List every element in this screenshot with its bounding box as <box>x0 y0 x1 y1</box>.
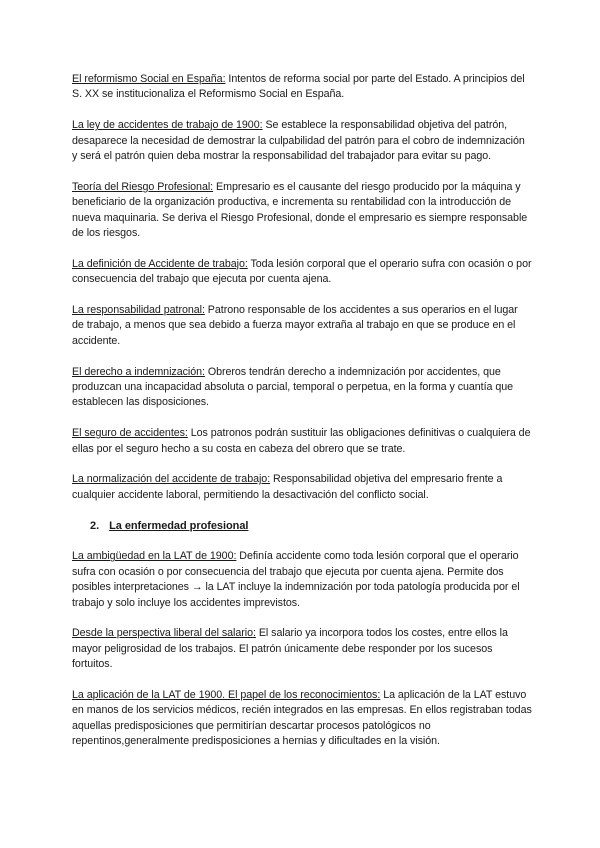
paragraph-text: Patrono responsable de los accidentes a sus operarios en el lugar de trabajo, a menos que sea debido a fuerza mayor extraña al trabajo en que se produce en el accidente. <box>72 304 518 347</box>
paragraph-ambiguedad-lat <box>72 549 532 611</box>
paragraph-term: La normalización del accidente de trabajo: <box>72 473 271 486</box>
paragraph-riesgo-profesional <box>72 180 532 242</box>
paragraph-perspectiva-liberal <box>72 626 532 672</box>
paragraph-term: Teoría del Riesgo Profesional: <box>72 180 214 193</box>
paragraph-term: La aplicación de la LAT de 1900. El papel de los reconocimientos: <box>72 689 381 702</box>
paragraph-text: Empresario es el causante del riesgo producido por la máquina y beneficiario de la organización productiva, e incrementa su rentabilidad con la introducción de nueva maquinaria. Se deriva el Riesgo Profesional, donde el empresario es siempre responsable de los riesgos. <box>72 180 528 240</box>
section-title: La enfermedad profesional <box>109 519 249 532</box>
paragraph-definicion-accidente <box>72 257 532 288</box>
paragraph-text: Toda lesión corporal que el operario sufra con ocasión o por consecuencia del trabajo que ejecuta por cuenta ajena. <box>72 257 532 286</box>
paragraph-term: La definición de Accidente de trabajo: <box>72 257 248 270</box>
paragraph-reformismo-social <box>72 72 532 103</box>
paragraph-text: Obreros tendrán derecho a indemnización por accidentes, que produzcan una incapacidad absoluta o parcial, temporal o perpetua, en la forma y cuantía que establecen las disposiciones. <box>72 365 514 409</box>
paragraph-text: Intentos de reforma social por parte del Estado. A principios del S. XX se institucionaliza el Reformismo Social en España. <box>72 73 525 101</box>
paragraph-text: Los patronos podrán sustituir las obligaciones definitivas o cualquiera de ellas por el seguro hecho a su costa en cabeza del obrero que se trate. <box>72 427 531 455</box>
paragraph-text: Responsabilidad objetiva del empresario frente a cualquier accidente laboral, permitiendo la desactivación del conflicto social. <box>72 473 503 501</box>
paragraph-seguro-accidentes <box>72 426 532 457</box>
paragraph-term: El seguro de accidentes: <box>72 427 188 440</box>
paragraph-term: La responsabilidad patronal: <box>72 304 205 317</box>
paragraph-normalizacion-accidente <box>72 472 532 503</box>
paragraph-text: El salario ya incorpora todos los costes, entre ellos la mayor peligrosidad de los trabajos. El patrón únicamente debe responder por los sucesos fortuitos. <box>72 627 508 671</box>
section-number: 2. <box>90 519 100 532</box>
paragraph-derecho-indemnizacion <box>72 365 532 411</box>
paragraph-term: Desde la perspectiva liberal del salario: <box>72 627 256 640</box>
paragraph-aplicacion-lat <box>72 688 532 750</box>
document-page <box>72 72 532 765</box>
paragraph-responsabilidad-patronal <box>72 303 532 349</box>
paragraph-text: Definía accidente como toda lesión corporal que el operario sufra con ocasión o por consecuencia del trabajo que ejecuta por cuenta ajena. Permite dos posibles interpretaciones → la LAT incluye la indemnización por toda patología producida por el trabajo y solo incluye los accidentes imprevistos. <box>72 550 520 609</box>
paragraph-term: La ley de accidentes de trabajo de 1900: <box>72 119 263 132</box>
paragraph-ley-accidentes-1900 <box>72 118 532 164</box>
paragraph-text: La aplicación de la LAT estuvo en manos de los servicios médicos, recién integrados en las empresas. En ellos registraban todas aquellas predisposiciones que permitirían descartar procesos patológicos no repentinos,generalmente predisposiciones a hernias y dificultades en la visión. <box>72 689 532 748</box>
section-heading <box>72 519 532 534</box>
paragraph-term: El derecho a indemnización: <box>72 365 205 378</box>
paragraph-term: La ambigüedad en la LAT de 1900: <box>72 550 237 563</box>
paragraph-term: El reformismo Social en España: <box>72 73 226 85</box>
paragraph-text: Se establece la responsabilidad objetiva del patrón, desaparece la necesidad de demostrar la culpabilidad del patrón para el cobro de indemnización y será el patrón quien deba mostrar la responsabilidad del trabajador para evitar su pago. <box>72 119 525 163</box>
